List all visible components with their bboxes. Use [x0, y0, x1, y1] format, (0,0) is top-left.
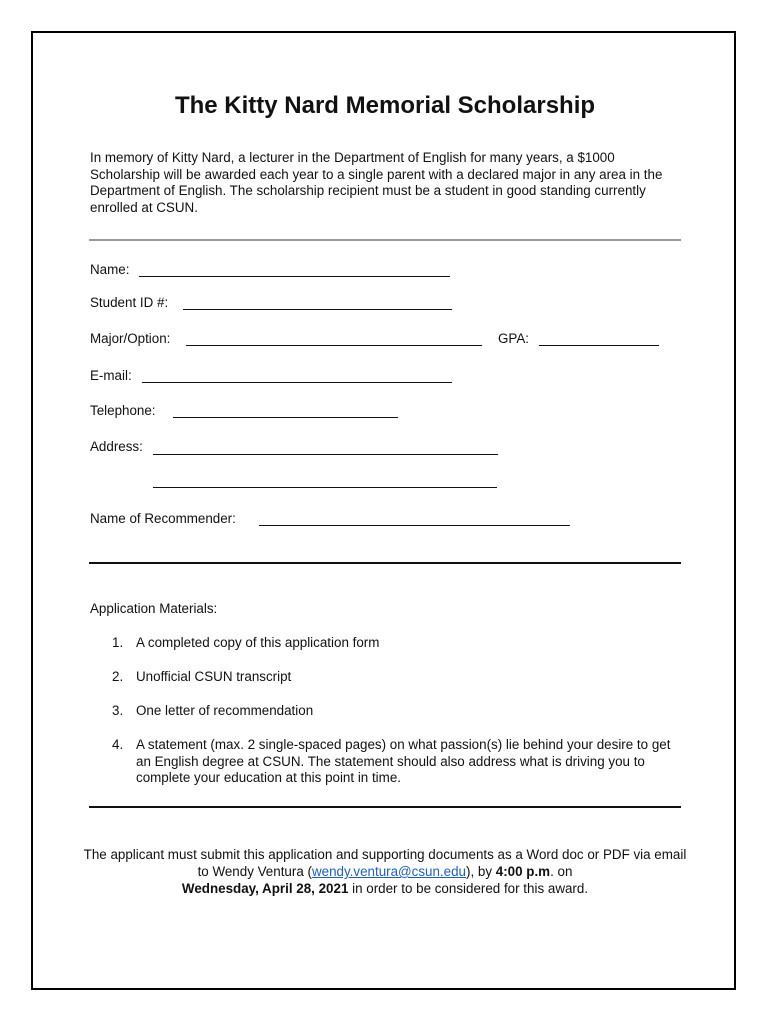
major-label: Major/Option:: [90, 331, 171, 346]
telephone-field-line[interactable]: [173, 417, 398, 418]
student-id-field-line[interactable]: [183, 309, 452, 310]
list-item-number: 1.: [112, 635, 124, 650]
list-item: [112, 703, 672, 720]
list-item-number: 4.: [112, 737, 124, 752]
student-id-label: Student ID #:: [90, 295, 169, 310]
list-item-text: One letter of recommendation: [136, 703, 314, 718]
deadline-time: 4:00 p.m: [495, 864, 551, 879]
name-field-line[interactable]: [139, 276, 450, 277]
contact-email-link[interactable]: wendy.ventura@csun.edu: [311, 864, 466, 879]
list-item-text: A completed copy of this application form: [136, 635, 380, 650]
gpa-label: GPA:: [498, 331, 530, 346]
materials-heading: Application Materials:: [90, 601, 218, 616]
major-field-line[interactable]: [186, 345, 482, 346]
intro-paragraph: In memory of Kitty Nard, a lecturer in the Department of English for many years, a $1000 Scholarship will be awarded each year to a single parent with a declared major in any area in the Department of English. The scholarship recipient must be a student in good standing currently enrolled at CSUN.: [90, 150, 663, 215]
deadline-date: Wednesday, April 28, 2021: [181, 881, 349, 896]
email-label: E-mail:: [90, 368, 132, 383]
telephone-label: Telephone:: [90, 403, 156, 418]
address-label: Address:: [90, 439, 143, 454]
footer-text-3: . on: [550, 864, 573, 879]
divider-top: [89, 239, 681, 241]
submission-instructions: [80, 846, 690, 897]
list-item-text: Unofficial CSUN transcript: [136, 669, 292, 684]
footer-text-4: in order to be considered for this award.: [348, 881, 589, 896]
page-title: The Kitty Nard Memorial Scholarship: [174, 92, 596, 119]
divider-bottom: [89, 806, 681, 808]
divider-middle: [89, 562, 681, 564]
list-item-text: A statement (max. 2 single-spaced pages) on what passion(s) lie behind your desire to get an English degree at CSUN. The statement should also address what is driving you to complete your education at this point in time.: [136, 737, 671, 785]
footer-text-2: ), by: [466, 864, 496, 879]
list-item: [112, 635, 672, 652]
list-item-number: 2.: [112, 669, 124, 684]
address-field-line-2[interactable]: [153, 487, 497, 488]
list-item-number: 3.: [112, 703, 124, 718]
recommender-label: Name of Recommender:: [90, 511, 236, 526]
footer-text-1: The applicant must submit this application and supporting documents as a Word doc or PDF via email to Wendy Ventura (: [83, 847, 687, 879]
address-field-line-1[interactable]: [153, 454, 498, 455]
name-label: Name:: [90, 262, 130, 277]
list-item: [112, 669, 672, 686]
gpa-field-line[interactable]: [539, 345, 659, 346]
email-field-line[interactable]: [142, 382, 452, 383]
list-item: [112, 737, 672, 787]
recommender-field-line[interactable]: [259, 525, 570, 526]
